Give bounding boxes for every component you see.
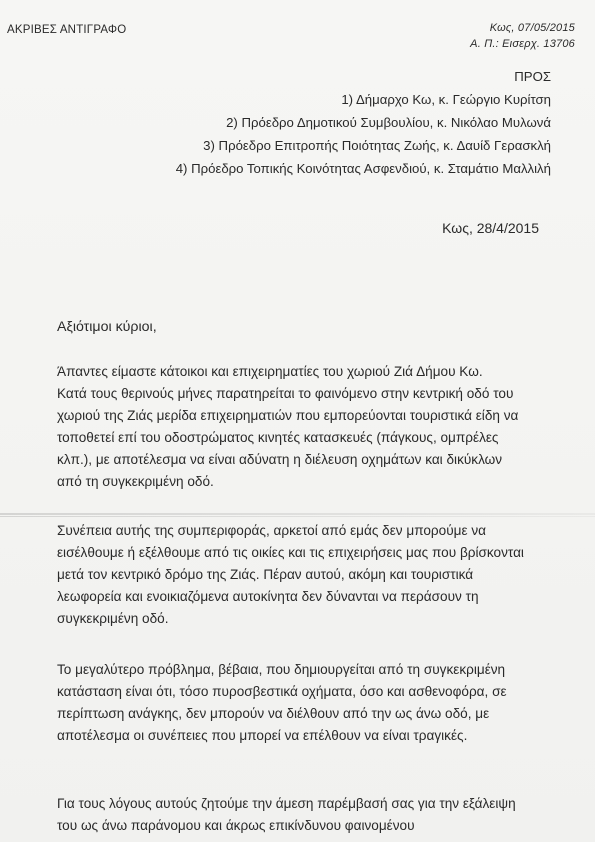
paragraph-line: τοποθετεί επί του οδοστρώματος κινητές κατασκευές (πάγκους, ομπρέλες <box>57 430 499 445</box>
paragraph-line: χωριού της Ζιάς μερίδα επιχειρηματιών που εμπορεύονται τουριστικά είδη να <box>57 408 519 423</box>
recipients-title: ΠΡΟΣ <box>514 69 551 84</box>
paragraph-line: κατάσταση είναι ότι, τόσο πυροσβεστικά οχήματα, όσο και ασθενοφόρα, σε <box>57 684 507 699</box>
paragraph-line: περίπτωση ανάγκης, δεν μπορούν να διέλθουν από την ως άνω οδό, με <box>57 706 490 721</box>
paragraph-line: Άπαντες είμαστε κάτοικοι και επιχειρηματίες του χωριού Ζιά Δήμου Κω. <box>57 364 483 379</box>
body-paragraph <box>57 520 555 630</box>
body-paragraph <box>57 793 555 837</box>
page-fold-line <box>0 516 595 517</box>
paragraph-line: λεωφορεία και ενοικιαζόμενα αυτοκίνητα δεν δύνανται να περάσουν τη <box>57 589 479 604</box>
recipient-item: 2) Πρόεδρο Δημοτικού Συμβουλίου, κ. Νικόλαο Μυλωνά <box>226 115 551 130</box>
paragraph-line: από τη συγκεκριμένη οδό. <box>57 474 214 489</box>
paragraph-line: Για τους λόγους αυτούς ζητούμε την άμεση παρέμβασή σας για την εξάλειψη <box>57 796 516 811</box>
recipient-item: 3) Πρόεδρο Επιτροπής Ποιότητας Ζωής, κ. Δαυίδ Γερασκλή <box>203 138 551 153</box>
page-fold-line <box>0 513 595 515</box>
paragraph-line: κλπ.), με αποτέλεσμα να είναι αδύνατη η διέλευση οχημάτων και δικύκλων <box>57 452 503 467</box>
paragraph-line: Το μεγαλύτερο πρόβλημα, βέβαια, που δημιουργείται από τη συγκεκριμένη <box>57 662 506 677</box>
salutation: Αξιότιμοι κύριοι, <box>57 319 157 335</box>
body-paragraph <box>57 659 555 747</box>
recipients-block <box>176 65 551 180</box>
body-paragraph <box>57 361 555 493</box>
paragraph-line: Κατά τους θερινούς μήνες παρατηρείται το φαινόμενο στην κεντρική οδό του <box>57 386 514 401</box>
paragraph-line: εισέλθουμε ή εξέλθουμε από τις οικίες και τις επιχειρήσεις μας που βρίσκονται <box>57 545 524 560</box>
paragraph-line: Συνέπεια αυτής της συμπεριφοράς, αρκετοί από εμάς δεν μπορούμε να <box>57 523 486 538</box>
paragraph-line: συγκεκριμένη οδό. <box>57 611 169 626</box>
certified-copy-stamp: ΑΚΡΙΒΕΣ ΑΝΤΙΓΡΑΦΟ <box>7 24 127 36</box>
paragraph-line: μετά τον κεντρικό δρόμο της Ζιάς. Πέραν αυτού, ακόμη και τουριστικά <box>57 567 474 582</box>
paragraph-line: του ως άνω παράνομου και άκρως επικίνδυνου φαινομένου <box>57 818 415 833</box>
recipient-item: 4) Πρόεδρο Τοπικής Κοινότητας Ασφενδιού, κ. Σταμάτιο Μαλλιλή <box>175 161 551 176</box>
recipient-item: 1) Δήμαρχο Κω, κ. Γεώργιο Κυρίτση <box>341 92 551 107</box>
letter-date: Κως, 28/4/2015 <box>442 220 539 236</box>
protocol-number-stamp: Α. Π.: Εισερχ. 13706 <box>470 38 575 50</box>
received-date-stamp: Κως, 07/05/2015 <box>489 22 575 34</box>
paragraph-line: αποτέλεσμα οι συνέπειες που μπορεί να επέλθουν να είναι τραγικές. <box>57 728 468 743</box>
